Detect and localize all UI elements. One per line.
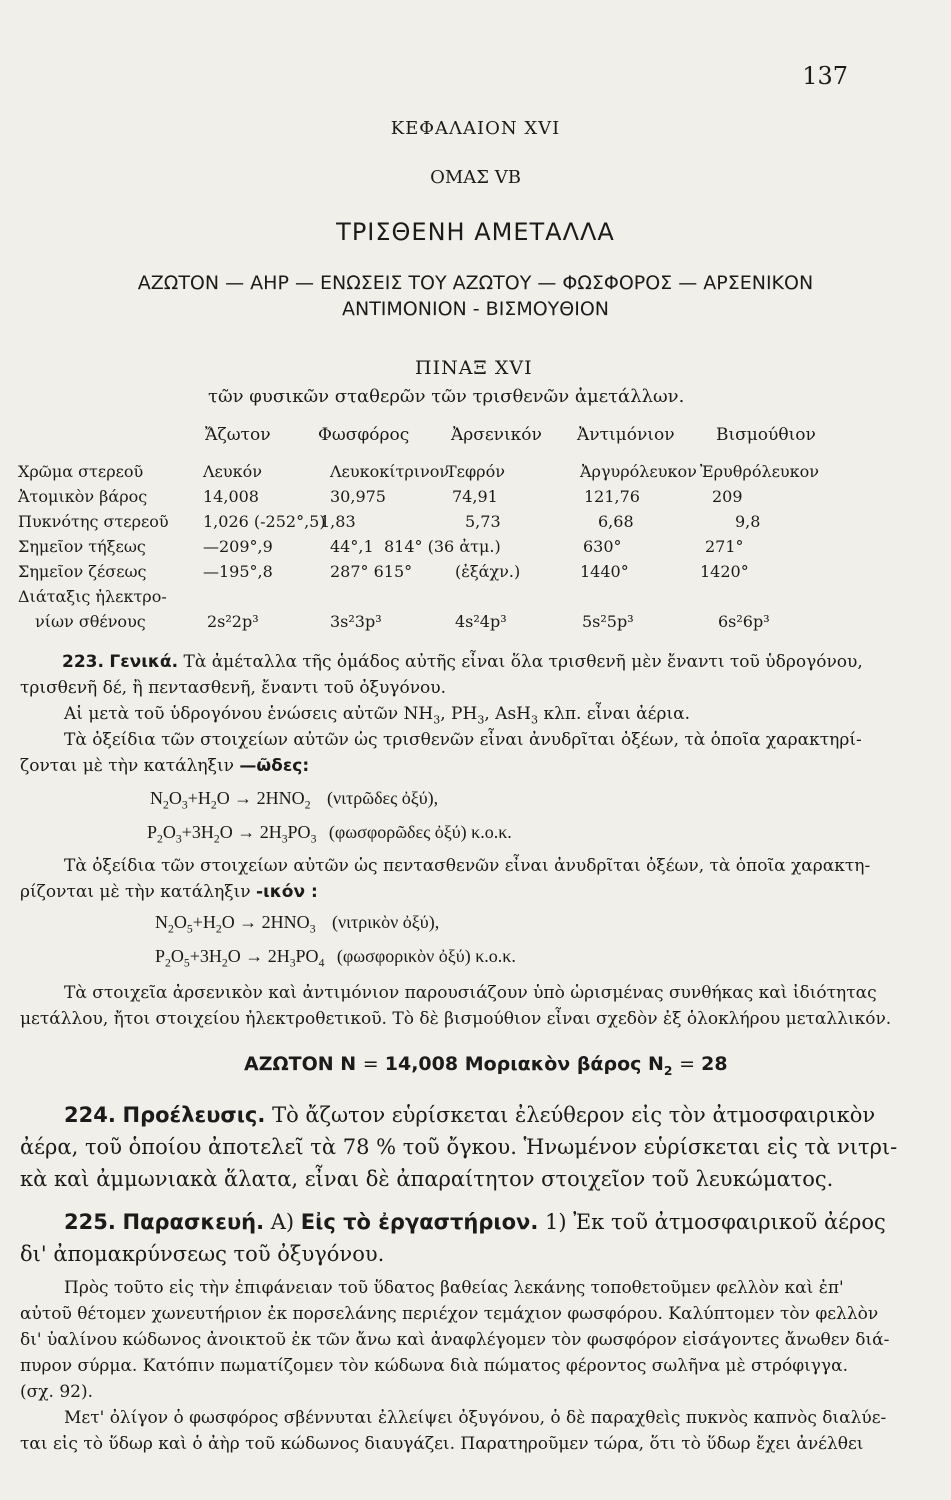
paragraph-text: ζονται μὲ τὴν κατάληξιν (20, 756, 234, 776)
paragraph-text: κλπ. εἶναι ἀέρια. (543, 704, 691, 724)
table-row-label: Διάταξις ἠλεκτρο- (18, 587, 167, 606)
ending-line-2 (20, 881, 318, 903)
paragraph-text: 1) Ἐκ τοῦ ἀτμοσφαιρικοῦ ἀέρος (545, 1210, 886, 1234)
table-row-label: Σημεῖον τήξεως (18, 537, 146, 556)
table-header: Βισμούθιον (716, 425, 816, 445)
chapter-heading: ΚΕΦΑΛΑΙΟΝ XVI (390, 118, 561, 139)
paragraph-text: πυρον σύρμα. Κατόπιν πωματίζομεν τὸν κώδωνα διὰ πώματος φέροντος σωλῆνα μὲ στρόφιγγα. (20, 1356, 848, 1376)
table-cell: 287° 615° (330, 562, 413, 581)
table-row-label-2: νίων σθένους (35, 612, 146, 631)
section-225-line (64, 1210, 886, 1234)
table-cell: 5s²5p³ (582, 612, 634, 631)
table-header: Ἀντιμόνιον (577, 425, 675, 445)
suffix-term: —ῶδες: (239, 756, 310, 776)
equation-4: $P_2O_5+3H_2O \to 2H_3PO_4$ (φωσφορικὸν ὀξύ) κ.ο.κ. (155, 946, 516, 970)
table-cell: 209 (712, 487, 743, 506)
paragraph-text: Αἱ μετὰ τοῦ ὑδρογόνου ἑνώσεις αὐτῶν (64, 704, 399, 724)
table-cell: 2s²2p³ (207, 612, 259, 631)
equation-note: (φωσφορικὸν ὀξύ) κ.ο.κ. (336, 946, 516, 966)
paragraph-text: κὰ καὶ ἀμμωνιακὰ ἅλατα, εἶναι δὲ ἀπαραίτητον στοιχεῖον τοῦ λευκώματος. (20, 1167, 834, 1191)
section-heading: Προέλευσις. (122, 1103, 266, 1127)
section-223-line (62, 651, 863, 673)
paragraph-text: δι' ἀπομακρύνσεως τοῦ ὀξυγόνου. (20, 1242, 385, 1266)
paragraph-text: αὐτοῦ θέτομεν χωνευτήριον ἐκ πορσελάνης περιέχον τεμάχιον φωσφόρου. Καλύπτομεν τὸν φελλὸν (20, 1304, 879, 1324)
paragraph-text: δι' ὑαλίνου κώδωνος ἀνοικτοῦ ἐκ τῶν ἄνω καὶ ἀναφλέγομεν τὸν φωσφόρον εἰσάγοντες ἄνωθεν διά- (20, 1330, 890, 1350)
table-cell: 4s²4p³ (455, 612, 507, 631)
subtitle-elements-2: ΑΝΤΙΜΟΝΙΟΝ - ΒΙΣΜΟΥΘΙΟΝ (341, 298, 609, 320)
paragraph-text: (σχ. 92). (20, 1382, 94, 1402)
nitrogen-symbol: ΑΖΩΤΟΝ N (244, 1053, 357, 1075)
table-cell: 44°,1 (330, 537, 374, 556)
table-header: Ἄζωτον (205, 425, 271, 445)
table-cell: 6,68 (598, 512, 634, 531)
table-cell: 6s²6p³ (718, 612, 770, 631)
section-heading: Παρασκευή. (122, 1210, 265, 1234)
table-cell: 1,83 (320, 512, 356, 531)
table-cell: —195°,8 (203, 562, 273, 581)
table-row-label: Χρῶμα στερεοῦ (18, 462, 144, 481)
table-cell: 14,008 (203, 487, 259, 506)
group-heading: ΟΜΑΣ VB (430, 167, 521, 188)
paragraph-text: ται εἰς τὸ ὕδωρ καὶ ὁ ἀὴρ τοῦ κώδωνος διαυγάζει. Παρατηροῦμεν τώρα, ὅτι τὸ ὕδωρ ἔχει ἀνέλθει (20, 1434, 864, 1454)
ending-line (20, 755, 309, 777)
table-row-label: Ἀτομικὸν βάρος (18, 487, 148, 506)
paragraph-text: Τὰ ἀμέταλλα τῆς ὁμάδος αὐτῆς εἶναι ὅλα τρισθενῆ μὲν ἔναντι τοῦ ὑδρογόνου, (183, 652, 863, 672)
table-cell: 271° (705, 537, 744, 556)
equation-1: $N_2O_3+H_2O \to 2HNO_2$ (νιτρῶδες ὀξύ), (150, 788, 439, 812)
table-header: Φωσφόρος (318, 425, 410, 445)
hydrides-line: Αἱ μετὰ τοῦ ὑδρογόνου ἑνώσεις αὐτῶν $NH_3$, $PH_3$, AsH$_3$ κλπ. εἶναι ἀέρια. (64, 704, 691, 727)
equation-note: (νιτρῶδες ὀξύ), (327, 788, 439, 808)
subtitle-elements: ΑΖΩΤΟΝ — ΑΗΡ — ΕΝΩΣΕΙΣ ΤΟΥ ΑΖΩΤΟΥ — ΦΩΣΦΟΡΟΣ — ΑΡΣΕΝΙΚΟΝ (137, 272, 814, 294)
table-cell: Ἐρυθρόλευκον (700, 462, 819, 481)
paragraph-text: Μετ' ὀλίγον ὁ φωσφόρος σβέννυται ἐλλείψει ὀξυγόνου, ὁ δὲ παραχθεὶς πυκνὸς καπνὸς διαλύε- (64, 1408, 887, 1428)
page-number: 137 (802, 62, 848, 90)
paragraph-text: τρισθενῆ δέ, ἢ πεντασθενῆ, ἔναντι τοῦ ὀξυγόνου. (20, 678, 447, 698)
table-cell: Ἀργυρόλευκον (580, 462, 697, 481)
paragraph-text: Τὸ ἄζωτον εὑρίσκεται ἐλεύθερον εἰς τὸν ἀτμοσφαιρικὸν (272, 1103, 876, 1127)
table-cell: 74,91 (452, 487, 498, 506)
paragraph-text: Πρὸς τοῦτο εἰς τὴν ἐπιφάνειαν τοῦ ὕδατος βαθείας λεκάνης τοποθετοῦμεν φελλὸν καὶ ἐπ' (64, 1278, 844, 1298)
nitrogen-heading: ΑΖΩΤΟΝ N = 14,008 Μοριακὸν βάρος $N_2 = 28$ (244, 1053, 728, 1078)
section-heading: Γενικά. (109, 652, 179, 672)
table-cell: 1,026 (-252°,5) (203, 512, 326, 531)
paragraph-text: Τὰ ὀξείδια τῶν στοιχείων αὐτῶν ὡς πεντασθενῶν εἶναι ἀνυδρῖται ὀξέων, τὰ ὁποῖα χαρακτη- (64, 856, 871, 876)
section-number: 225. (64, 1210, 116, 1234)
table-caption: τῶν φυσικῶν σταθερῶν τῶν τρισθενῶν ἀμετάλλων. (208, 386, 685, 407)
table-cell: 814° (36 ἀτμ.) (384, 537, 501, 556)
table-cell: Λευκοκίτρινον (330, 462, 450, 481)
table-cell: 3s²3p³ (330, 612, 382, 631)
equation-2: $P_2O_3+3H_2O \to 2H_3PO_3$ (φωσφορῶδες ὀξύ) κ.ο.κ. (147, 822, 512, 846)
table-label: ΠΙΝΑΞ XVI (415, 357, 533, 379)
paragraph-text: Τὰ στοιχεῖα ἀρσενικὸν καὶ ἀντιμόνιον παρουσιάζουν ὑπὸ ὡρισμένας συνθήκας καὶ ἰδιότητας (64, 983, 877, 1003)
nitrogen-weight: 14,008 Μοριακὸν βάρος N (384, 1053, 664, 1075)
table-cell: 1440° (580, 562, 629, 581)
equation-note: (νιτρικὸν ὀξύ), (332, 912, 440, 932)
paragraph-text: Τὰ ὀξείδια τῶν στοιχείων αὐτῶν ὡς τρισθενῶν εἶναι ἀνυδρῖται ὀξέων, τὰ ὁποῖα χαρακτηρί- (64, 730, 862, 750)
nitrogen-molar-mass: 28 (701, 1053, 728, 1075)
subsection-marker: Α) (270, 1210, 295, 1234)
table-cell: 5,73 (465, 512, 501, 531)
paragraph-text: μετάλλου, ἤτοι στοιχείου ἠλεκτροθετικοῦ. Τὸ δὲ βισμούθιον εἶναι σχεδὸν ἐξ ὁλοκλήρου μεταλλικόν. (20, 1009, 892, 1029)
table-header: Ἀρσενικόν (451, 425, 542, 445)
section-number: 224. (64, 1103, 116, 1127)
table-cell: —209°,9 (203, 537, 273, 556)
table-cell: 1420° (700, 562, 749, 581)
subsection-heading: Εἰς τὸ ἐργαστήριον. (300, 1210, 539, 1234)
equation-3: $N_2O_5+H_2O \to 2HNO_3$ (νιτρικὸν ὀξύ), (155, 912, 440, 936)
table-cell: 121,76 (584, 487, 640, 506)
table-row-label: Πυκνότης στερεοῦ (18, 512, 169, 531)
section-number: 223. (62, 652, 104, 672)
suffix-term: -ικόν : (256, 882, 318, 902)
table-cell: Λευκόν (203, 462, 262, 481)
table-cell: (ἐξάχν.) (455, 562, 521, 581)
table-cell: 630° (583, 537, 622, 556)
paragraph-text: ἀέρα, τοῦ ὁποίου ἀποτελεῖ τὰ 78 % τοῦ ὄγκου. Ἡνωμένον εὑρίσκεται εἰς τὰ νιτρι- (20, 1135, 898, 1159)
table-cell: 30,975 (330, 487, 386, 506)
table-row-label: Σημεῖον ζέσεως (18, 562, 147, 581)
table-cell: 9,8 (735, 512, 761, 531)
table-cell: Τεφρόν (446, 462, 505, 481)
section-224-line (64, 1103, 875, 1127)
equation-note: (φωσφορῶδες ὀξύ) κ.ο.κ. (328, 822, 512, 842)
paragraph-text: ρίζονται μὲ τὴν κατάληξιν (20, 882, 251, 902)
page-title: ΤΡΙΣΘΕΝΗ ΑΜΕΤΑΛΛΑ (336, 218, 615, 246)
